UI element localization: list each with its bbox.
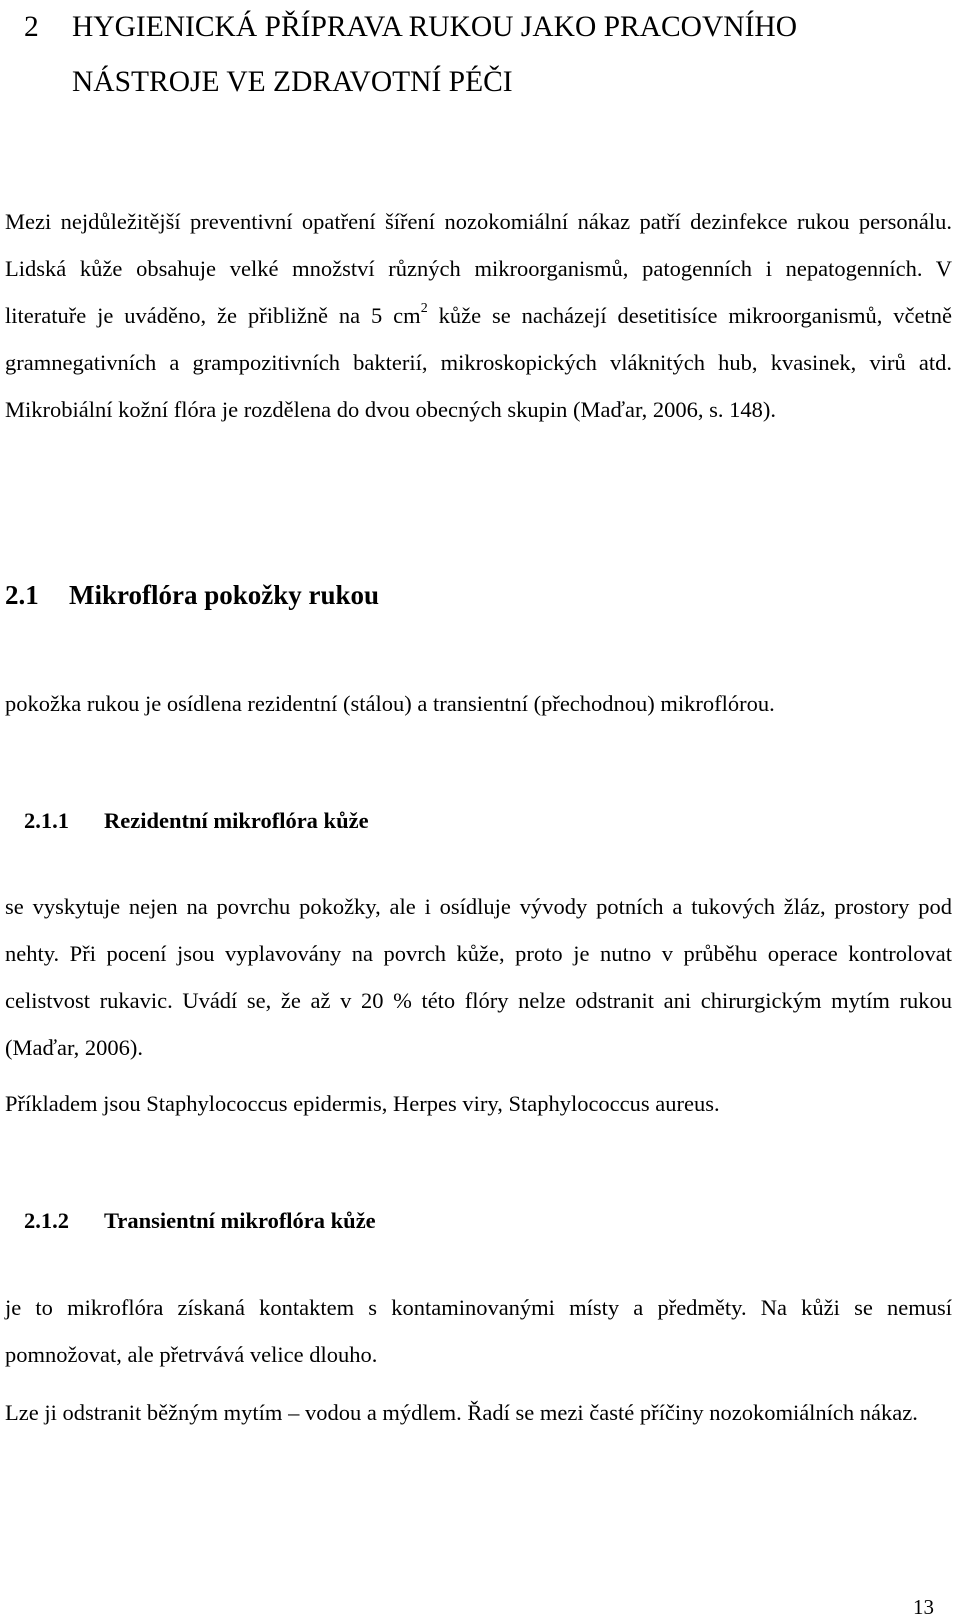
section-2-1-1-examples: Příkladem jsou Staphylococcus epidermis, Herpes viry, Staphylococcus aureus. — [5, 1091, 720, 1116]
chapter-number: 2 — [24, 11, 39, 43]
section-number: 2.1.1 — [24, 808, 69, 833]
section-2-1-2-paragraph-2: Lze ji odstranit běžným mytím – vodou a mýdlem. Řadí se mezi časté příčiny nozokomiálních nákaz. — [5, 1400, 918, 1425]
section-2-1-1-paragraph: se vyskytuje nejen na povrchu pokožky, ale i osídluje vývody potních a tukových žláz, prostory pod nehty. Při pocení jsou vyplavovány na povrch kůže, proto je nutno v průběhu operace kontrolovat celistvost rukavic. Uvádí se, že až v 20 % této flóry nelze odstranit ani chirurgickým mytím rukou (Maďar, 2006). — [5, 894, 952, 1060]
section-heading-2-1-1 — [24, 801, 369, 841]
chapter-title-line2: NÁSTROJE VE ZDRAVOTNÍ PÉČI — [72, 66, 513, 98]
section-title: Mikroflóra pokožky rukou — [69, 580, 380, 610]
section-title: Rezidentní mikroflóra kůže — [104, 808, 369, 833]
chapter-title-line1: HYGIENICKÁ PŘÍPRAVA RUKOU JAKO PRACOVNÍHO — [72, 11, 798, 43]
section-heading-2-1-2 — [24, 1201, 376, 1241]
superscript-2: 2 — [420, 300, 428, 316]
section-heading-2-1 — [5, 575, 379, 615]
section-number: 2.1 — [5, 580, 39, 610]
section-2-1-paragraph: pokožka rukou je osídlena rezidentní (stálou) a transientní (přechodnou) mikroflórou. — [5, 691, 775, 716]
intro-paragraph — [5, 198, 952, 433]
section-title: Transientní mikroflóra kůže — [104, 1208, 376, 1233]
page-number: 13 — [913, 1595, 934, 1619]
intro-text-part1: Mezi nejdůležitější preventivní opatření šíření nozokomiální nákaz patří dezinfekce rukou personálu. Lidská kůže obsahuje velké množství různých mikroorganismů, patogenních i nepatogenních. V literatuře je uváděno, že přibližně na 5 cm — [5, 209, 952, 328]
section-number: 2.1.2 — [24, 1208, 69, 1233]
intro-text-part2: kůže se nacházejí desetitisíce mikroorganismů, včetně gramnegativních a grampozitivních bakterií, mikroskopických vláknitých hub, kvasinek, virů atd. Mikrobiální kožní flóra je rozdělena do dvou obecných skupin (Maďar, 2006, s. 148). — [5, 303, 953, 422]
section-2-1-2-paragraph-1: je to mikroflóra získaná kontaktem s kontaminovanými místy a předměty. Na kůži se nemusí pomnožovat, ale přetrvává velice dlouho. — [5, 1295, 952, 1367]
